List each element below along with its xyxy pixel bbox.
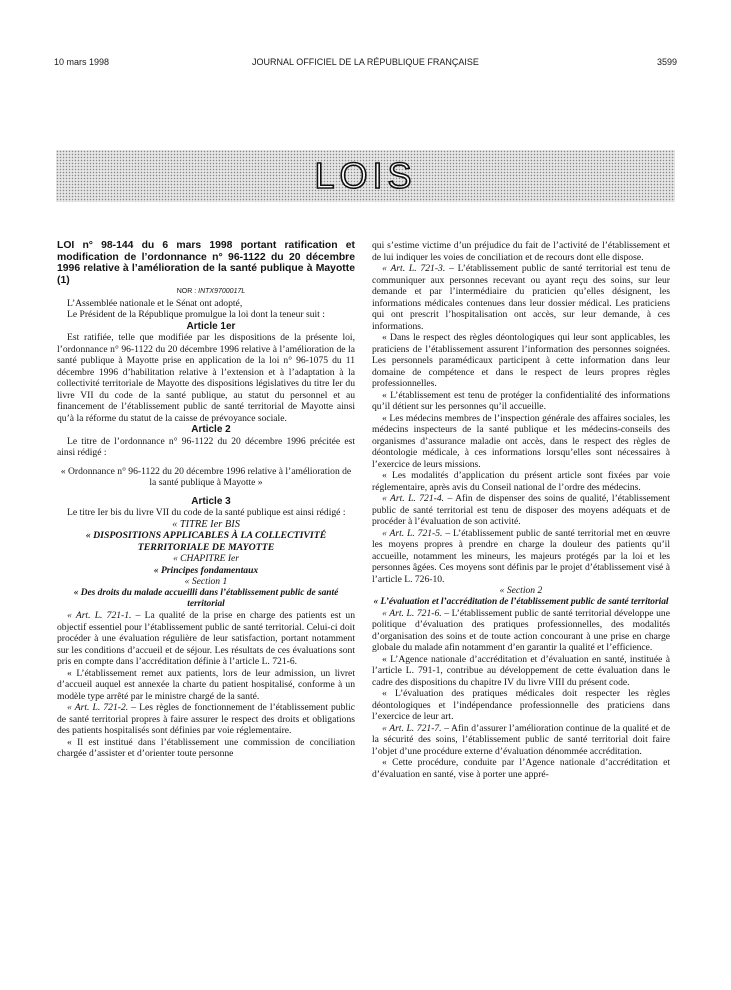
paragraph: Le titre Ier bis du livre VII du code de la santé publique est ainsi rédigé : bbox=[67, 507, 346, 519]
banner-title: LOIS bbox=[314, 155, 417, 196]
right-column bbox=[372, 240, 670, 780]
paragraph: « Il est institué dans l’établissement une commission de conciliation chargée d’assister et d’orienter toute personne bbox=[57, 736, 355, 760]
section-2-heading: « Section 2 bbox=[499, 585, 543, 596]
law-title: LOI n° 98-144 du 6 mars 1998 portant ratification et modification de l’ordonnance n° 96-1122 du 20 décembre 1996 relative à l’amélioration de la santé publique à Mayotte (1) bbox=[57, 240, 355, 286]
article-text: – Les règles de fonctionnement de l’établissement public de santé territorial propres à faire assurer le respect des droits et obligations des patients hospitalisés sont définies par voie réglementaire. bbox=[57, 702, 355, 737]
paragraph: « Dans le respect des règles déontologiques qui leur sont applicables, les praticiens de l’établissement assurent l’information des personnes soignées. Les personnels paramédicaux participent à cette information dans leur domaine de compétence et dans le respect de leurs propres règles professionnelles. bbox=[372, 332, 670, 389]
chapitre-heading: « CHAPITRE Ier bbox=[172, 553, 240, 565]
article-text: – L’établissement public de santé territorial est tenu de communiquer aux personnes recevant ou ayant reçu des soins, sur leur demande et par l’intermédiaire du praticien qu’elles désignent, les informations médicales contenues dans leur dossier médical. Les praticiens qui ont prescrit l’hospitalisation ont accès, sur leur demande, à ces informations. bbox=[372, 263, 670, 332]
article-ref: « Art. L. 721-7. bbox=[382, 722, 442, 734]
nor-label: NOR : bbox=[176, 288, 197, 296]
paragraph bbox=[372, 723, 670, 758]
paragraph: « L’évaluation des pratiques médicales doit respecter les règles déontologiques et l’indépendance professionnelle des praticiens dans l’exercice de leur art. bbox=[372, 688, 670, 723]
article-text: – L’établissement public de santé territorial met en œuvre les moyens propres à prendre en charge la douleur des patients qu’il accueille, notamment les mineurs, les majeurs protégés par la loi et les personnes âgées. Ces moyens sont définis par le projet d’établissement visé à l’article L. 726-10. bbox=[372, 527, 670, 585]
titre-heading: « TITRE Ier BIS bbox=[172, 518, 240, 530]
article-1-heading: Article 1er bbox=[186, 320, 236, 332]
page-number: 3599 bbox=[656, 57, 677, 67]
section-1-heading: « Section 1 bbox=[184, 576, 228, 588]
article-3-heading: Article 3 bbox=[191, 495, 231, 507]
section-1-title: « Des droits du malade accueilli dans l’établissement public de santé territorial bbox=[73, 587, 339, 610]
paragraph: « L’établissement remet aux patients, lors de leur admission, un livret d’accueil auquel est annexée la charte du patient hospitalisé, conforme à un modèle type arrêté par le ministre chargé de la santé. bbox=[57, 667, 355, 702]
paragraph: « Les modalités d’application du présent article sont fixées par voie réglementaire, après avis du Conseil national de l’ordre des médecins. bbox=[372, 470, 670, 493]
paragraph bbox=[372, 608, 670, 654]
dispositions-heading: « DISPOSITIONS APPLICABLES À LA COLLECTIVITÉ TERRITORIALE DE MAYOTTE bbox=[85, 530, 327, 553]
left-column bbox=[57, 240, 355, 760]
article-ref: « Art. L. 721-4. bbox=[382, 493, 445, 504]
quoted-title: « Ordonnance n° 96-1122 du 20 décembre 1996 relative à l’amélioration de la santé publique à Mayotte » bbox=[60, 465, 352, 489]
paragraph: Est ratifiée, telle que modifiée par les dispositions de la présente loi, l’ordonnance n° 96-1122 du 20 décembre 1996 relative à l’amélioration de la santé publique à Mayotte prise en application de la loi n° 96-1075 du 11 décembre 1996 d’habilitation relative à l’extension et à l’adaptation à la collectivité territoriale de Mayotte des dispositions législatives du titre Ier du livre VII du code de la santé publique, au statut du personnel et au financement de l’établissement public de santé territorial de Mayotte ainsi qu’à la réforme du statut de la caisse de prévoyance sociale. bbox=[57, 332, 355, 424]
article-text: – Afin de dispenser des soins de qualité, l’établissement public de santé territorial est tenu de disposer des moyens adéquats et de procéder à l’évaluation de son activité. bbox=[372, 493, 670, 527]
article-ref: « Art. L. 721-1. bbox=[67, 610, 132, 622]
journal-title: JOURNAL OFFICIEL DE LA RÉPUBLIQUE FRANÇAISE bbox=[252, 57, 479, 67]
article-text: – Afin d’assurer l’amélioration continue de la qualité et de la sécurité des soins, l’établissement public de santé territorial doit faire l’objet d’une procédure externe d’évaluation dénommée accréditation. bbox=[372, 722, 670, 757]
paragraph bbox=[57, 610, 355, 668]
header-date: 10 mars 1998 bbox=[54, 57, 110, 67]
nor-code: INTX9700017L bbox=[198, 288, 246, 296]
paragraph: qui s’estime victime d’un préjudice du fait de l’activité de l’établissement et de lui indiquer les voies de conciliation et de recours dont elle dispose. bbox=[372, 240, 670, 263]
article-2-heading: Article 2 bbox=[191, 424, 231, 436]
paragraph bbox=[372, 528, 670, 586]
article-text: – La qualité de la prise en charge des patients est un objectif essentiel pour l’établissement public de santé territorial. Celui-ci doit procéder à une évaluation régulière de leur satisfaction, portant notamment sur les conditions d’accueil et de séjour. Les résultats de ces évaluations sont pris en compte dans l’accréditation définie à l’article L. 721-6. bbox=[57, 610, 355, 668]
section-banner bbox=[56, 150, 675, 202]
article-ref: « Art. L. 721-3. bbox=[382, 263, 446, 274]
paragraph bbox=[372, 493, 670, 528]
paragraph: Le Président de la République promulgue la loi dont la teneur suit : bbox=[67, 309, 325, 321]
paragraph bbox=[372, 263, 670, 332]
nor-reference bbox=[57, 286, 355, 298]
principes-heading: « Principes fondamentaux bbox=[153, 564, 259, 576]
paragraph bbox=[57, 702, 355, 737]
article-ref: « Art. L. 721-5. bbox=[382, 527, 443, 539]
paragraph: « L’Agence nationale d’accréditation et d’évaluation en santé, instituée à l’article L. 791-1, contribue au développement de cette évaluation dans le cadre des dispositions du chapitre IV du livre VIII du présent code. bbox=[372, 653, 670, 688]
paragraph: L’Assemblée nationale et le Sénat ont adopté, bbox=[67, 297, 243, 309]
paragraph: « Les médecins membres de l’inspection générale des affaires sociales, les médecins inspecteurs de la santé publique et les médecins-conseils des organismes d’assurance maladie ont accès, dans le respect des règles de déontologie médicale, à ces informations lorsqu’elles sont nécessaires à l’exercice de leurs missions. bbox=[372, 412, 670, 470]
paragraph: Le titre de l’ordonnance n° 96-1122 du 20 décembre 1996 précitée est ainsi rédigé : bbox=[57, 435, 355, 459]
article-ref: « Art. L. 721-2. bbox=[67, 702, 129, 714]
article-ref: « Art. L. 721-6. bbox=[382, 607, 442, 619]
paragraph: « L’établissement est tenu de protéger la confidentialité des informations qu’il détient sur les personnes qu’il accueille. bbox=[372, 389, 670, 412]
paragraph: « Cette procédure, conduite par l’Agence nationale d’accréditation et d’évaluation en santé, vise à porter une appré- bbox=[372, 757, 670, 780]
section-2-title: « L’évaluation et l’accréditation de l’établissement public de santé territorial bbox=[373, 596, 669, 607]
article-text: – L’établissement public de santé territorial développe une politique d’évaluation des pratiques professionnelles, des modalités d’organisation des soins et de toute action concourant à une prise en charge globale du malade afin notamment d’en garantir la qualité et l’efficience. bbox=[372, 607, 670, 654]
